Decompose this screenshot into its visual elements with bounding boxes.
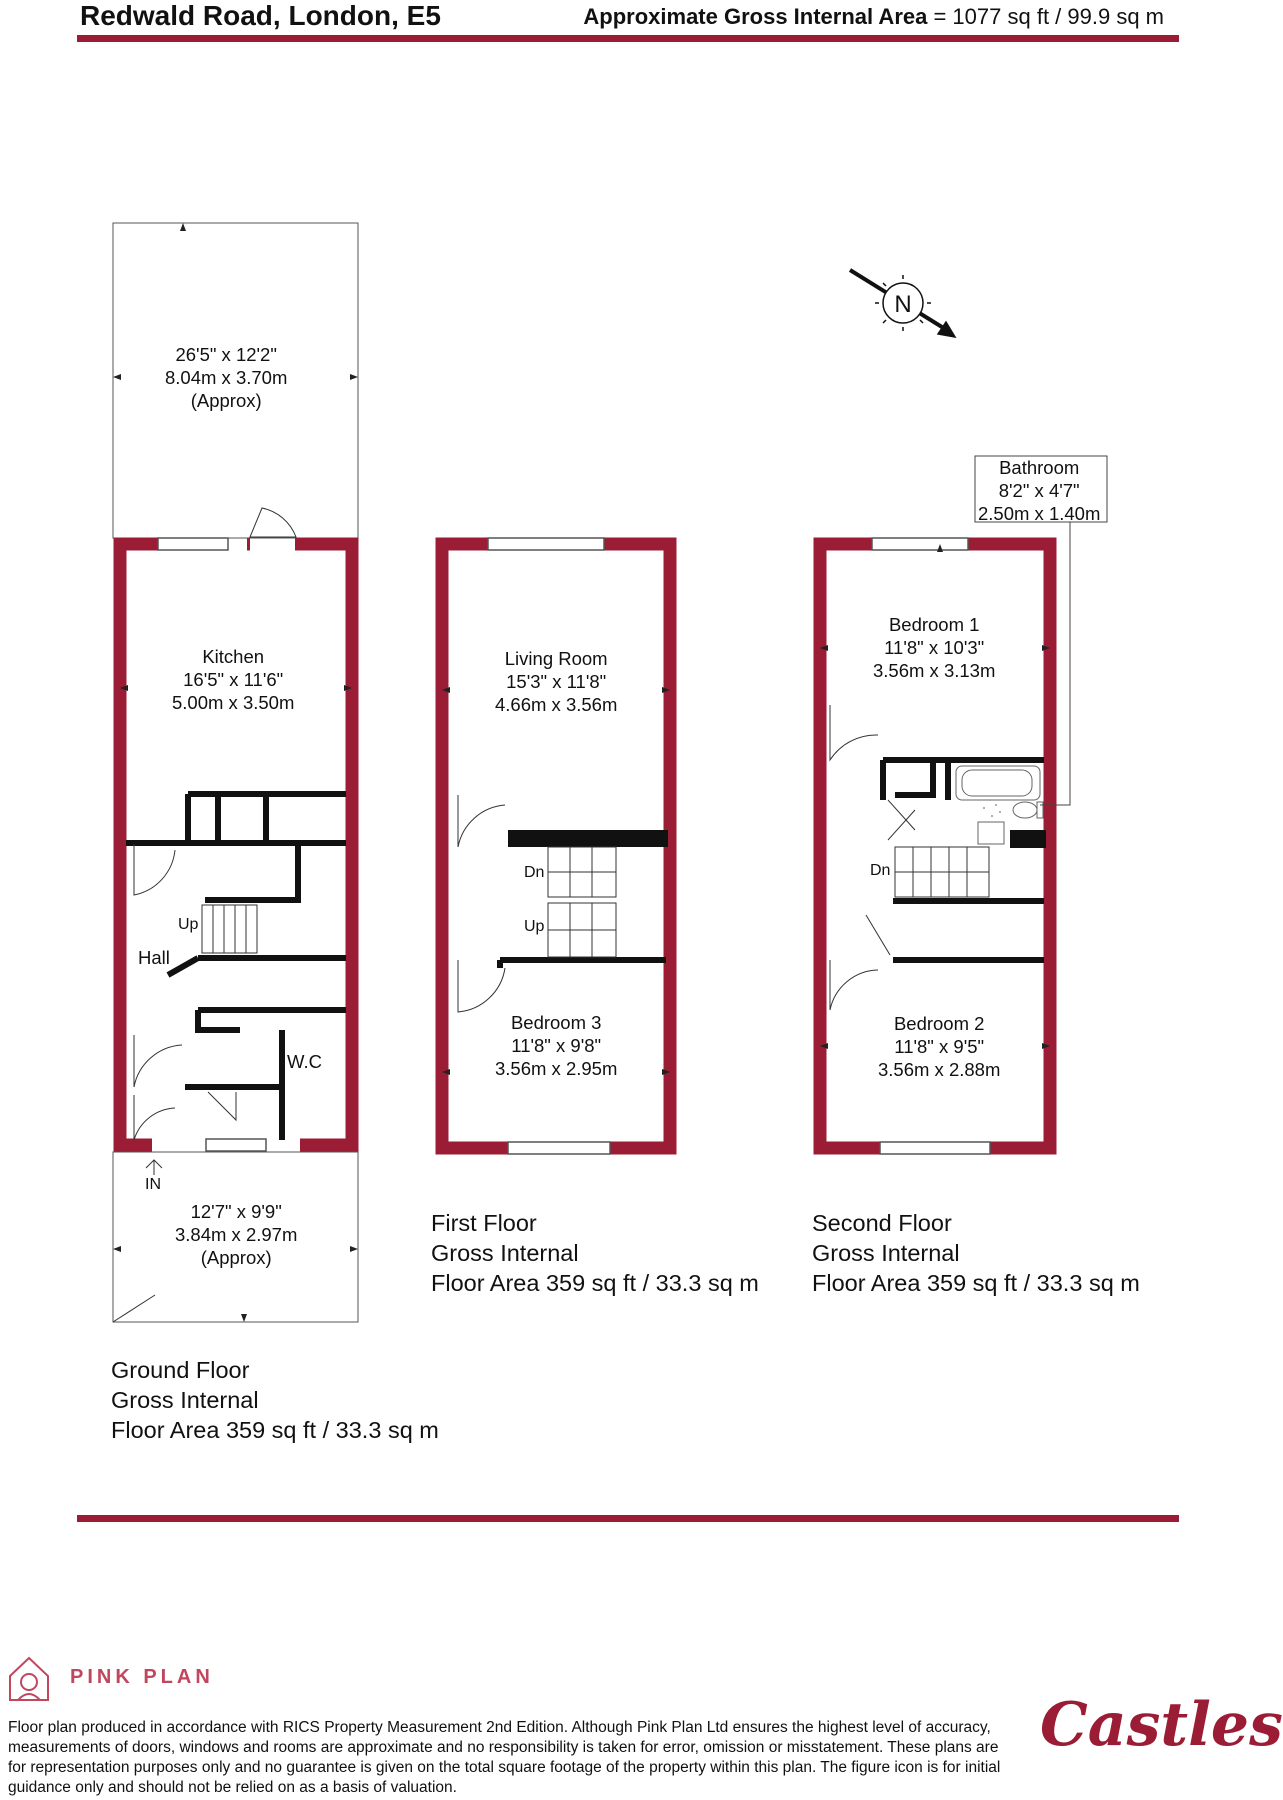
bedroom-3-label xyxy=(495,1011,617,1080)
gross-area-label: Approximate Gross Internal Area xyxy=(583,4,928,29)
bathroom-name: Bathroom xyxy=(999,457,1080,478)
bedroom-3-dim-imperial: 11'8" x 9'8" xyxy=(511,1035,602,1056)
bedroom-2-dim-imperial: 11'8" x 9'5" xyxy=(894,1036,985,1057)
bedroom-1-dim-imperial: 11'8" x 10'3" xyxy=(884,637,985,658)
bathroom-dim-metric: 2.50m x 1.40m xyxy=(978,503,1101,524)
bathroom-dim-imperial: 8'2" x 4'7" xyxy=(998,480,1080,501)
entrance-label: IN xyxy=(145,1176,161,1193)
ground-floor-title: Ground Floor xyxy=(111,1357,250,1383)
second-floor-subtitle: Gross Internal xyxy=(812,1240,960,1266)
front-area-label xyxy=(175,1200,297,1269)
front-area-dim-metric: 3.84m x 2.97m xyxy=(175,1224,298,1245)
second-floor-area: Floor Area 359 sq ft / 33.3 sq m xyxy=(812,1270,1140,1296)
second-stairs-down-label: Dn xyxy=(870,862,891,879)
bedroom-1-label xyxy=(873,613,995,682)
living-room-dim-imperial: 15'3" x 11'8" xyxy=(506,671,607,692)
pink-plan-brand: PINK PLAN xyxy=(70,1666,214,1688)
address-title: Redwald Road, London, E5 xyxy=(80,0,441,31)
living-room-dim-metric: 4.66m x 3.56m xyxy=(495,694,618,715)
living-room-label xyxy=(495,647,617,716)
ground-floor-summary xyxy=(111,1355,439,1445)
compass-north-label: N xyxy=(894,291,912,318)
bathroom-label xyxy=(978,456,1100,525)
gross-area-value: = 1077 sq ft / 99.9 sq m xyxy=(927,4,1164,29)
garden-label xyxy=(165,343,287,412)
bedroom-1-dim-metric: 3.56m x 3.13m xyxy=(873,660,996,681)
garden-dim-imperial: 26'5" x 12'2" xyxy=(175,344,277,365)
kitchen-dim-metric: 5.00m x 3.50m xyxy=(172,692,295,713)
ground-floor-area: Floor Area 359 sq ft / 33.3 sq m xyxy=(111,1417,439,1443)
front-area-approx: (Approx) xyxy=(200,1247,272,1268)
kitchen-dim-imperial: 16'5" x 11'6" xyxy=(183,669,284,690)
kitchen-name: Kitchen xyxy=(202,646,265,667)
kitchen-label xyxy=(172,645,294,714)
castles-logo: Castles xyxy=(1040,1690,1283,1760)
bedroom-1-name: Bedroom 1 xyxy=(888,614,980,635)
disclaimer-text: Floor plan produced in accordance with RICS Property Measurement 2nd Edition. Although Pink Plan Ltd ensures the highest level of accuracy, measurements of doors, windows and rooms are approximate and no responsibility is taken for error, omission or misstatement. These plans are for representation purposes only and no guarantee is given on the total square footage of the property within this plan. The figure icon is for initial guidance only and should not be relied on as a basis of valuation. xyxy=(8,1719,1001,1796)
pink-plan-house-icon xyxy=(10,1658,48,1700)
garden-approx: (Approx) xyxy=(190,390,262,411)
footer-rule xyxy=(77,1515,1179,1522)
ground-floor-subtitle: Gross Internal xyxy=(111,1387,259,1413)
bedroom-2-dim-metric: 3.56m x 2.88m xyxy=(878,1059,1001,1080)
first-stairs-up-label: Up xyxy=(524,918,545,935)
first-floor-title: First Floor xyxy=(431,1210,537,1236)
living-room-name: Living Room xyxy=(504,648,608,669)
second-floor-title: Second Floor xyxy=(812,1210,952,1236)
bedroom-3-dim-metric: 3.56m x 2.95m xyxy=(495,1058,618,1079)
bedroom-3-name: Bedroom 3 xyxy=(510,1012,602,1033)
first-stairs-down-label: Dn xyxy=(524,864,545,881)
first-floor-summary xyxy=(431,1208,759,1298)
bedroom-2-name: Bedroom 2 xyxy=(893,1013,985,1034)
bedroom-2-label xyxy=(878,1012,1000,1081)
garden-dim-metric: 8.04m x 3.70m xyxy=(165,367,288,388)
second-floor-summary xyxy=(812,1208,1140,1298)
first-floor-area: Floor Area 359 sq ft / 33.3 sq m xyxy=(431,1270,759,1296)
wc-label: W.C xyxy=(287,1051,322,1072)
front-area-dim-imperial: 12'7" x 9'9" xyxy=(190,1201,282,1222)
ground-stairs-up-label: Up xyxy=(178,916,199,933)
hall-label: Hall xyxy=(138,947,170,968)
first-floor-subtitle: Gross Internal xyxy=(431,1240,579,1266)
